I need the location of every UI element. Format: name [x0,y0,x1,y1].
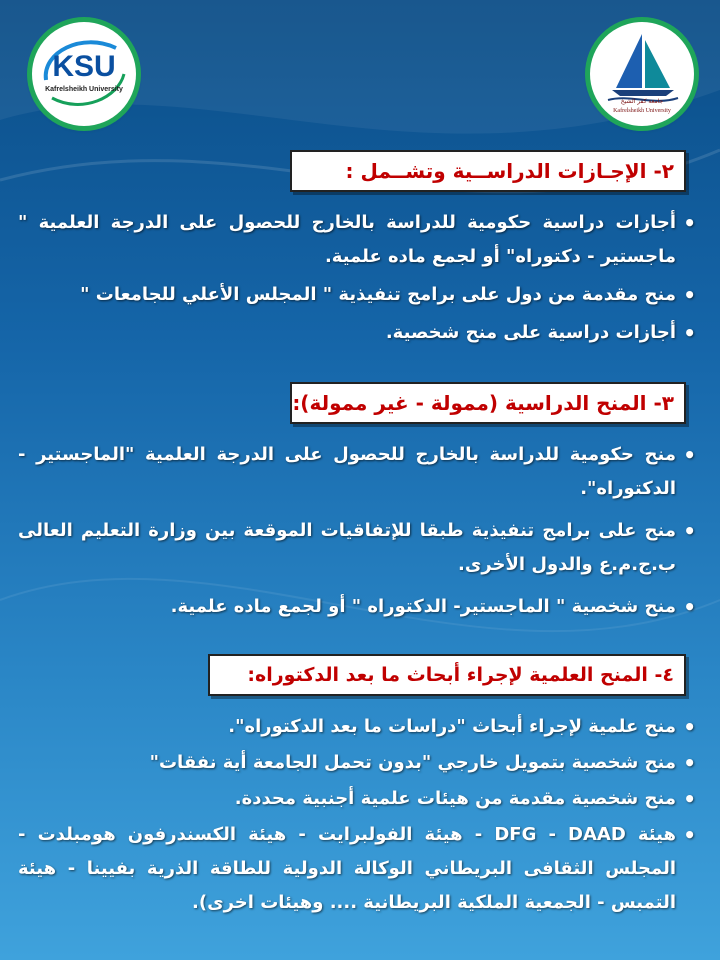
scholarships-list [18,438,698,632]
list-item: • منح شخصية مقدمة من هيئات علمية أجنبية محددة. [18,782,698,816]
kafrelsheikh-logo-arabic: جامعة كفر الشيخ [620,98,664,105]
section-heading-leaves: ٢- الإجـازات الدراســية وتشــمل : [290,150,686,192]
list-item: • منح شخصية " الماجستير- الدكتوراه " أو لجمع ماده علمية. [18,590,698,624]
leaves-list [18,206,698,354]
list-item: • منح حكومية للدراسة بالخارج للحصول على الدرجة العلمية "الماجستير - الدكتوراه". [18,438,698,506]
list-item: • منح شخصية بتمويل خارجي "بدون تحمل الجامعة أية نفقات" [18,746,698,780]
list-item: • أجازات دراسية حكومية للدراسة بالخارج للحصول على الدرجة العلمية " ماجستير - دكتوراه" أو لجمع ماده علمية. [18,206,698,274]
ksu-logo-subtitle: Kafrelsheikh University [45,86,123,93]
list-item: • منح على برامج تنفيذية طبقا للإتفاقيات الموقعة بين وزارة التعليم العالى ب.ج.م.ع والدول الأخرى. [18,514,698,582]
list-item: • أجازات دراسية على منح شخصية. [18,316,698,350]
kafrelsheikh-logo [590,22,694,126]
list-item: • منح علمية لإجراء أبحاث "دراسات ما بعد الدكتوراه". [18,710,698,744]
ksu-logo [32,22,136,126]
kafrelsheikh-logo-english: Kafrelsheikh University [613,108,671,114]
section-heading-scholarships: ٣- المنح الدراسية (ممولة - غير ممولة): [290,382,686,424]
list-item: • منح مقدمة من دول على برامج تنفيذية " المجلس الأعلي للجامعات " [18,278,698,312]
list-item: • هيئة DFG - DAAD - هيئة الفولبرايت - هيئة الكسندرفون هومبلدت - المجلس الثقافى البريطاني الوكالة الدولية للطاقة الذرية بفيينا - هيئة التمبس - الجمعية الملكية البريطانية .... وهيئات اخرى). [18,818,698,920]
postdoc-list [18,710,698,922]
ksu-logo-text: KSU [52,50,116,83]
section-heading-postdoc: ٤- المنح العلمية لإجراء أبحاث ما بعد الدكتوراه: [208,654,686,696]
